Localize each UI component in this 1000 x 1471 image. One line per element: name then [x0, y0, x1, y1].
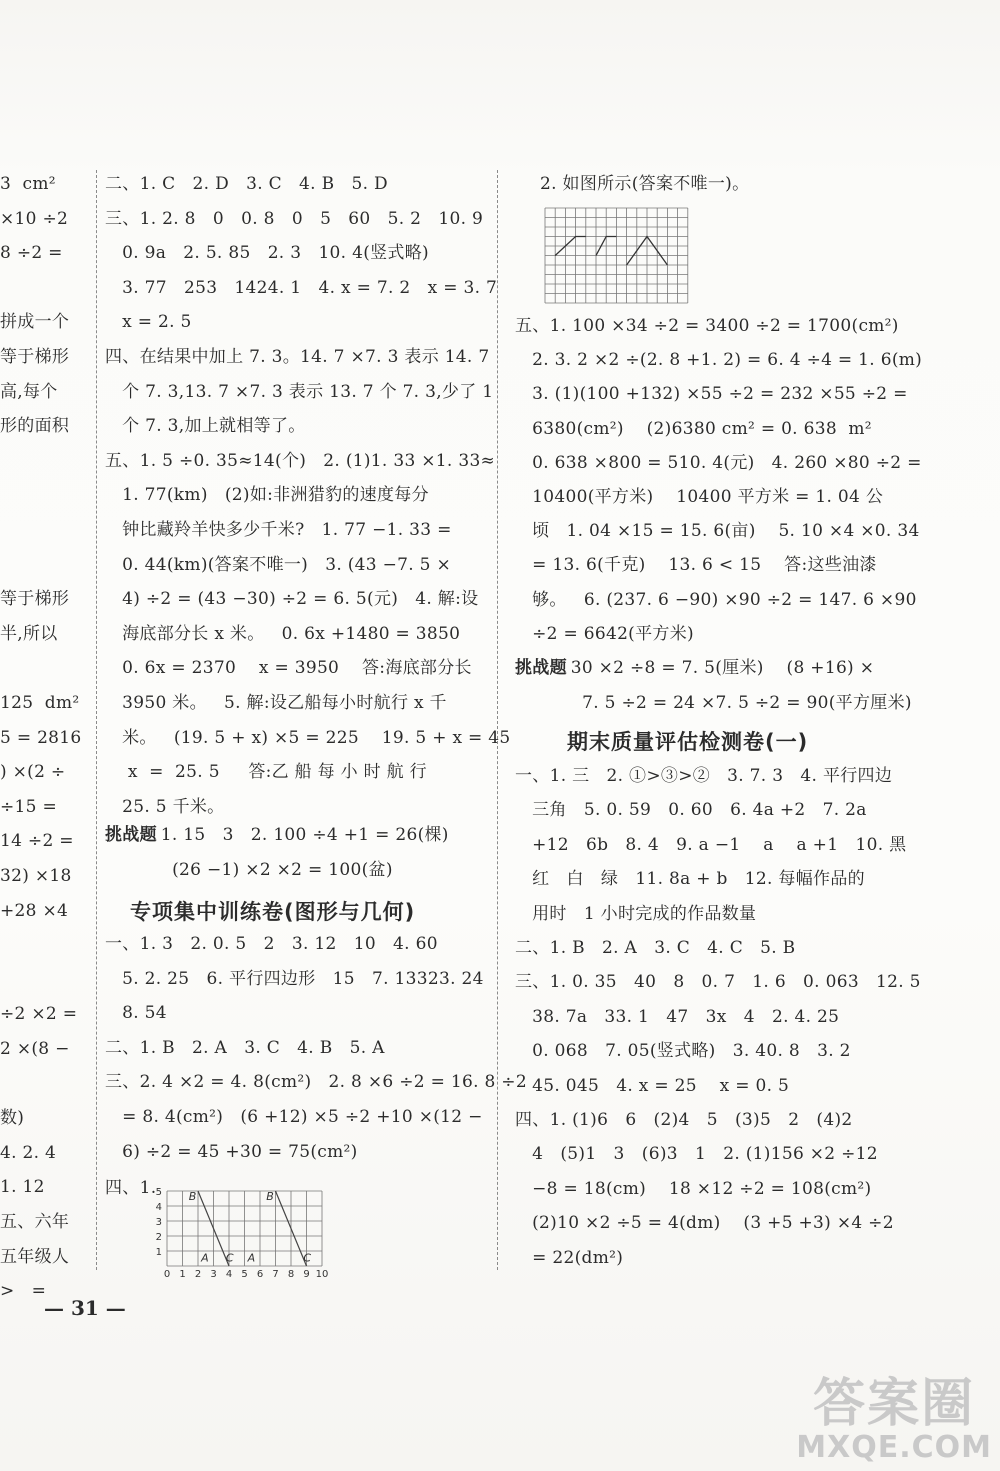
answer-line: 个 7. 3,加上就相等了。	[105, 416, 306, 437]
point-label: C	[303, 1251, 312, 1265]
x-tick-label: 4	[225, 1269, 233, 1278]
challenge-line: 30 ×2 ÷8 = 7. 5(厘米) (8 +16) ×	[565, 658, 875, 678]
answer-line: 38. 7a 33. 1 47 3x 4 2. 4. 25	[515, 1006, 840, 1027]
x-tick-label: 9	[303, 1269, 310, 1278]
answer-line: 8. 54	[105, 1003, 167, 1024]
text-line: ÷15 =	[0, 796, 58, 817]
text-line: 高,每个	[0, 381, 58, 402]
answer-line: −8 = 18(cm) 18 ×12 ÷2 = 108(cm²)	[515, 1178, 872, 1199]
intro-line: 2. 如图所示(答案不唯一)。	[540, 174, 750, 194]
answer-line: 三角 5. 0. 59 0. 60 6. 4a +2 7. 2a	[515, 800, 867, 821]
answer-line: 顷 1. 04 ×15 = 15. 6(亩) 5. 10 ×4 ×0. 34	[515, 521, 920, 542]
answer-line: 二、1. B 2. A 3. C 4. B 5. A	[105, 1037, 385, 1058]
point-label: C	[225, 1251, 234, 1265]
answer-line: 3950 米。 5. 解:设乙船每小时航行 x 千	[105, 693, 447, 713]
answer-line: 红 白 绿 11. 8a + b 12. 每幅作品的	[515, 869, 865, 890]
text-line: 数)	[0, 1108, 25, 1129]
text-line: 五年级人	[0, 1246, 70, 1267]
answer-line: 0. 068 7. 05(竖式略) 3. 40. 8 3. 2	[515, 1041, 851, 1062]
answer-line: 米。 (19. 5 + x) ×5 = 225 19. 5 + x = 45	[105, 727, 511, 748]
answer-line: 2. 3. 2 ×2 ÷(2. 8 +1. 2) = 6. 4 ÷4 = 1. 6(m)	[515, 350, 923, 371]
answer-line: 二、1. C 2. D 3. C 4. B 5. D	[105, 174, 388, 194]
grid-figure	[145, 1178, 345, 1278]
answer-line: 四、在结果中加上 7. 3。14. 7 ×7. 3 表示 14. 7	[105, 347, 490, 367]
x-tick-label: 3	[210, 1269, 217, 1278]
x-tick-label: 7	[272, 1269, 279, 1278]
answer-line: 五、1. 5 ÷0. 35≈14(个) 2. (1)1. 33 ×1. 33≈	[105, 450, 496, 471]
y-tick-label: 5	[155, 1187, 162, 1198]
x-tick-label: 10	[315, 1269, 329, 1278]
answer-line: 4) ÷2 = (43 −30) ÷2 = 6. 5(元) 4. 解:设	[105, 589, 479, 610]
answer-line: 0. 44(km)(答案不唯一) 3. (43 −7. 5 ×	[105, 554, 452, 575]
watermark	[796, 1361, 992, 1465]
text-line: 半,所以	[0, 623, 58, 644]
y-tick-label: 4	[155, 1202, 162, 1213]
text-line: 8 ÷2 =	[0, 243, 63, 264]
point-label: A	[247, 1251, 256, 1265]
answer-line: 3. 77 253 1424. 1 4. x = 7. 2 x = 3. 7	[105, 277, 498, 298]
text-line: 形的面积	[0, 416, 70, 437]
text-line: +28 ×4	[0, 900, 69, 921]
text-line: 3 cm²	[0, 174, 56, 194]
answer-line: 三、2. 4 ×2 = 4. 8(cm²) 2. 8 ×6 ÷2 = 16. 8 ÷2	[105, 1072, 527, 1093]
point-label: B	[266, 1190, 274, 1203]
watermark-domain: MXQE.COM	[796, 1430, 992, 1465]
y-tick-label: 2	[155, 1232, 162, 1243]
answer-line: x = 25. 5 答:乙 船 每 小 时 航 行	[105, 762, 427, 783]
answer-line: 5. 2. 25 6. 平行四边形 15 7. 13323. 24	[105, 968, 484, 989]
answer-line: 0. 6x = 2370 x = 3950 答:海底部分长	[105, 658, 472, 679]
answer-line: 二、1. B 2. A 3. C 4. C 5. B	[515, 938, 796, 958]
answer-line: 用时 1 小时完成的作品数量	[515, 903, 757, 924]
text-line: 2 ×(8 −	[0, 1039, 70, 1059]
column-divider-left	[96, 170, 97, 1270]
left-column	[0, 166, 90, 1296]
text-line: 等于梯形	[0, 347, 70, 367]
answer-line: 钟比藏羚羊快多少千米? 1. 77 −1. 33 =	[105, 520, 452, 540]
answer-line: 三、1. 0. 35 40 8 0. 7 1. 6 0. 063 12. 5	[515, 972, 921, 993]
challenge-line: (26 −1) ×2 ×2 = 100(盆)	[155, 859, 393, 880]
answer-line: 0. 638 ×800 = 510. 4(元) 4. 260 ×80 ÷2 =	[515, 452, 922, 473]
x-tick-label: 2	[194, 1269, 202, 1278]
text-line: 拼成一个	[0, 312, 70, 333]
text-line: 125 dm²	[0, 693, 80, 713]
page-number: — 31 —	[44, 1296, 126, 1320]
answer-line: = 13. 6(千克) 13. 6 < 15 答:这些油漆	[515, 555, 877, 576]
point-label: A	[201, 1251, 209, 1265]
x-tick-label: 8	[287, 1269, 295, 1278]
answer-line: ÷2 = 6642(平方米)	[515, 623, 694, 644]
section-title: 期末质量评估检测卷(一)	[567, 730, 809, 754]
answer-line: 四、1. (1)6 6 (2)4 5 (3)5 2 (4)2	[515, 1110, 853, 1130]
answer-line: 一、1. 三 2. ①>③>② 3. 7. 3 4. 平行四边	[515, 766, 893, 786]
answer-line: 五、1. 100 ×34 ÷2 = 3400 ÷2 = 1700(cm²)	[515, 316, 899, 336]
text-line: ) ×(2 ÷	[0, 762, 66, 783]
x-tick-label: 1	[179, 1269, 186, 1278]
answer-line: 25. 5 千米。	[105, 796, 225, 817]
answer-line: +12 6b 8. 4 9. a −1 a a +1 10. 黑	[515, 834, 907, 855]
x-tick-label: 0	[163, 1269, 171, 1278]
text-line: 4. 2. 4	[0, 1142, 57, 1163]
text-line: > =	[0, 1281, 47, 1296]
answer-line: 6380(cm²) (2)6380 cm² = 0. 638 m²	[515, 418, 872, 439]
grid-answer-figure	[543, 206, 693, 306]
answer-line: 45. 045 4. x = 25 x = 0. 5	[515, 1075, 790, 1096]
text-line: 等于梯形	[0, 589, 70, 610]
answer-line: = 8. 4(cm²) (6 +12) ×5 ÷2 +10 ×(12 −	[105, 1107, 483, 1127]
answer-line: 10400(平方米) 10400 平方米 = 1. 04 公	[515, 487, 884, 507]
text-line: 5 = 2816	[0, 727, 82, 748]
challenge-line: 1. 15 3 2. 100 ÷4 +1 = 26(棵)	[155, 825, 449, 845]
answer-line: 三、1. 2. 8 0 0. 8 0 5 60 5. 2 10. 9	[105, 208, 484, 229]
answer-line: x = 2. 5	[105, 312, 192, 333]
y-tick-label: 1	[155, 1247, 162, 1258]
answer-line: 海底部分长 x 米。 0. 6x +1480 = 3850	[105, 623, 461, 644]
column-divider-right	[497, 170, 498, 1270]
y-tick-label: 3	[155, 1217, 162, 1228]
answer-line: 个 7. 3,13. 7 ×7. 3 表示 13. 7 个 7. 3,少了 1	[105, 381, 494, 402]
answer-line: 6) ÷2 = 45 +30 = 75(cm²)	[105, 1141, 358, 1162]
text-line: ×10 ÷2	[0, 208, 69, 229]
watermark-logo: 答案圈	[813, 1374, 976, 1434]
text-line: 1. 12	[0, 1177, 45, 1198]
answer-line: 一、1. 3 2. 0. 5 2 3. 12 10 4. 60	[105, 934, 438, 954]
text-line: 14 ÷2 =	[0, 831, 74, 852]
point-label: B	[188, 1190, 197, 1203]
answer-line: 1. 77(km) (2)如:非洲猎豹的速度每分	[105, 485, 429, 506]
section-title: 专项集中训练卷(图形与几何)	[130, 900, 416, 924]
challenge-line: 7. 5 ÷2 = 24 ×7. 5 ÷2 = 90(平方厘米)	[565, 692, 912, 713]
answer-line: 3. (1)(100 +132) ×55 ÷2 = 232 ×55 ÷2 =	[515, 384, 908, 405]
answer-line: 够。 6. (237. 6 −90) ×90 ÷2 = 147. 6 ×90	[515, 589, 917, 610]
challenge-label: 挑战题	[105, 825, 157, 845]
answer-line: 4 (5)1 3 (6)3 1 2. (1)156 ×2 ÷12	[515, 1144, 878, 1165]
text-line: 32) ×18	[0, 866, 72, 886]
figure-label: 四、1.	[105, 1178, 157, 1198]
x-tick-label: 5	[241, 1269, 248, 1278]
answer-line: 0. 9a 2. 5. 85 2. 3 10. 4(竖式略)	[105, 243, 429, 264]
x-tick-label: 6	[256, 1269, 264, 1278]
challenge-label: 挑战题	[515, 658, 567, 678]
answer-line: = 22(dm²)	[515, 1247, 624, 1268]
text-line: 五、六年	[0, 1212, 70, 1232]
text-line: ÷2 ×2 =	[0, 1004, 78, 1025]
answer-line: (2)10 ×2 ÷5 = 4(dm) (3 +5 +3) ×4 ÷2	[515, 1213, 894, 1234]
